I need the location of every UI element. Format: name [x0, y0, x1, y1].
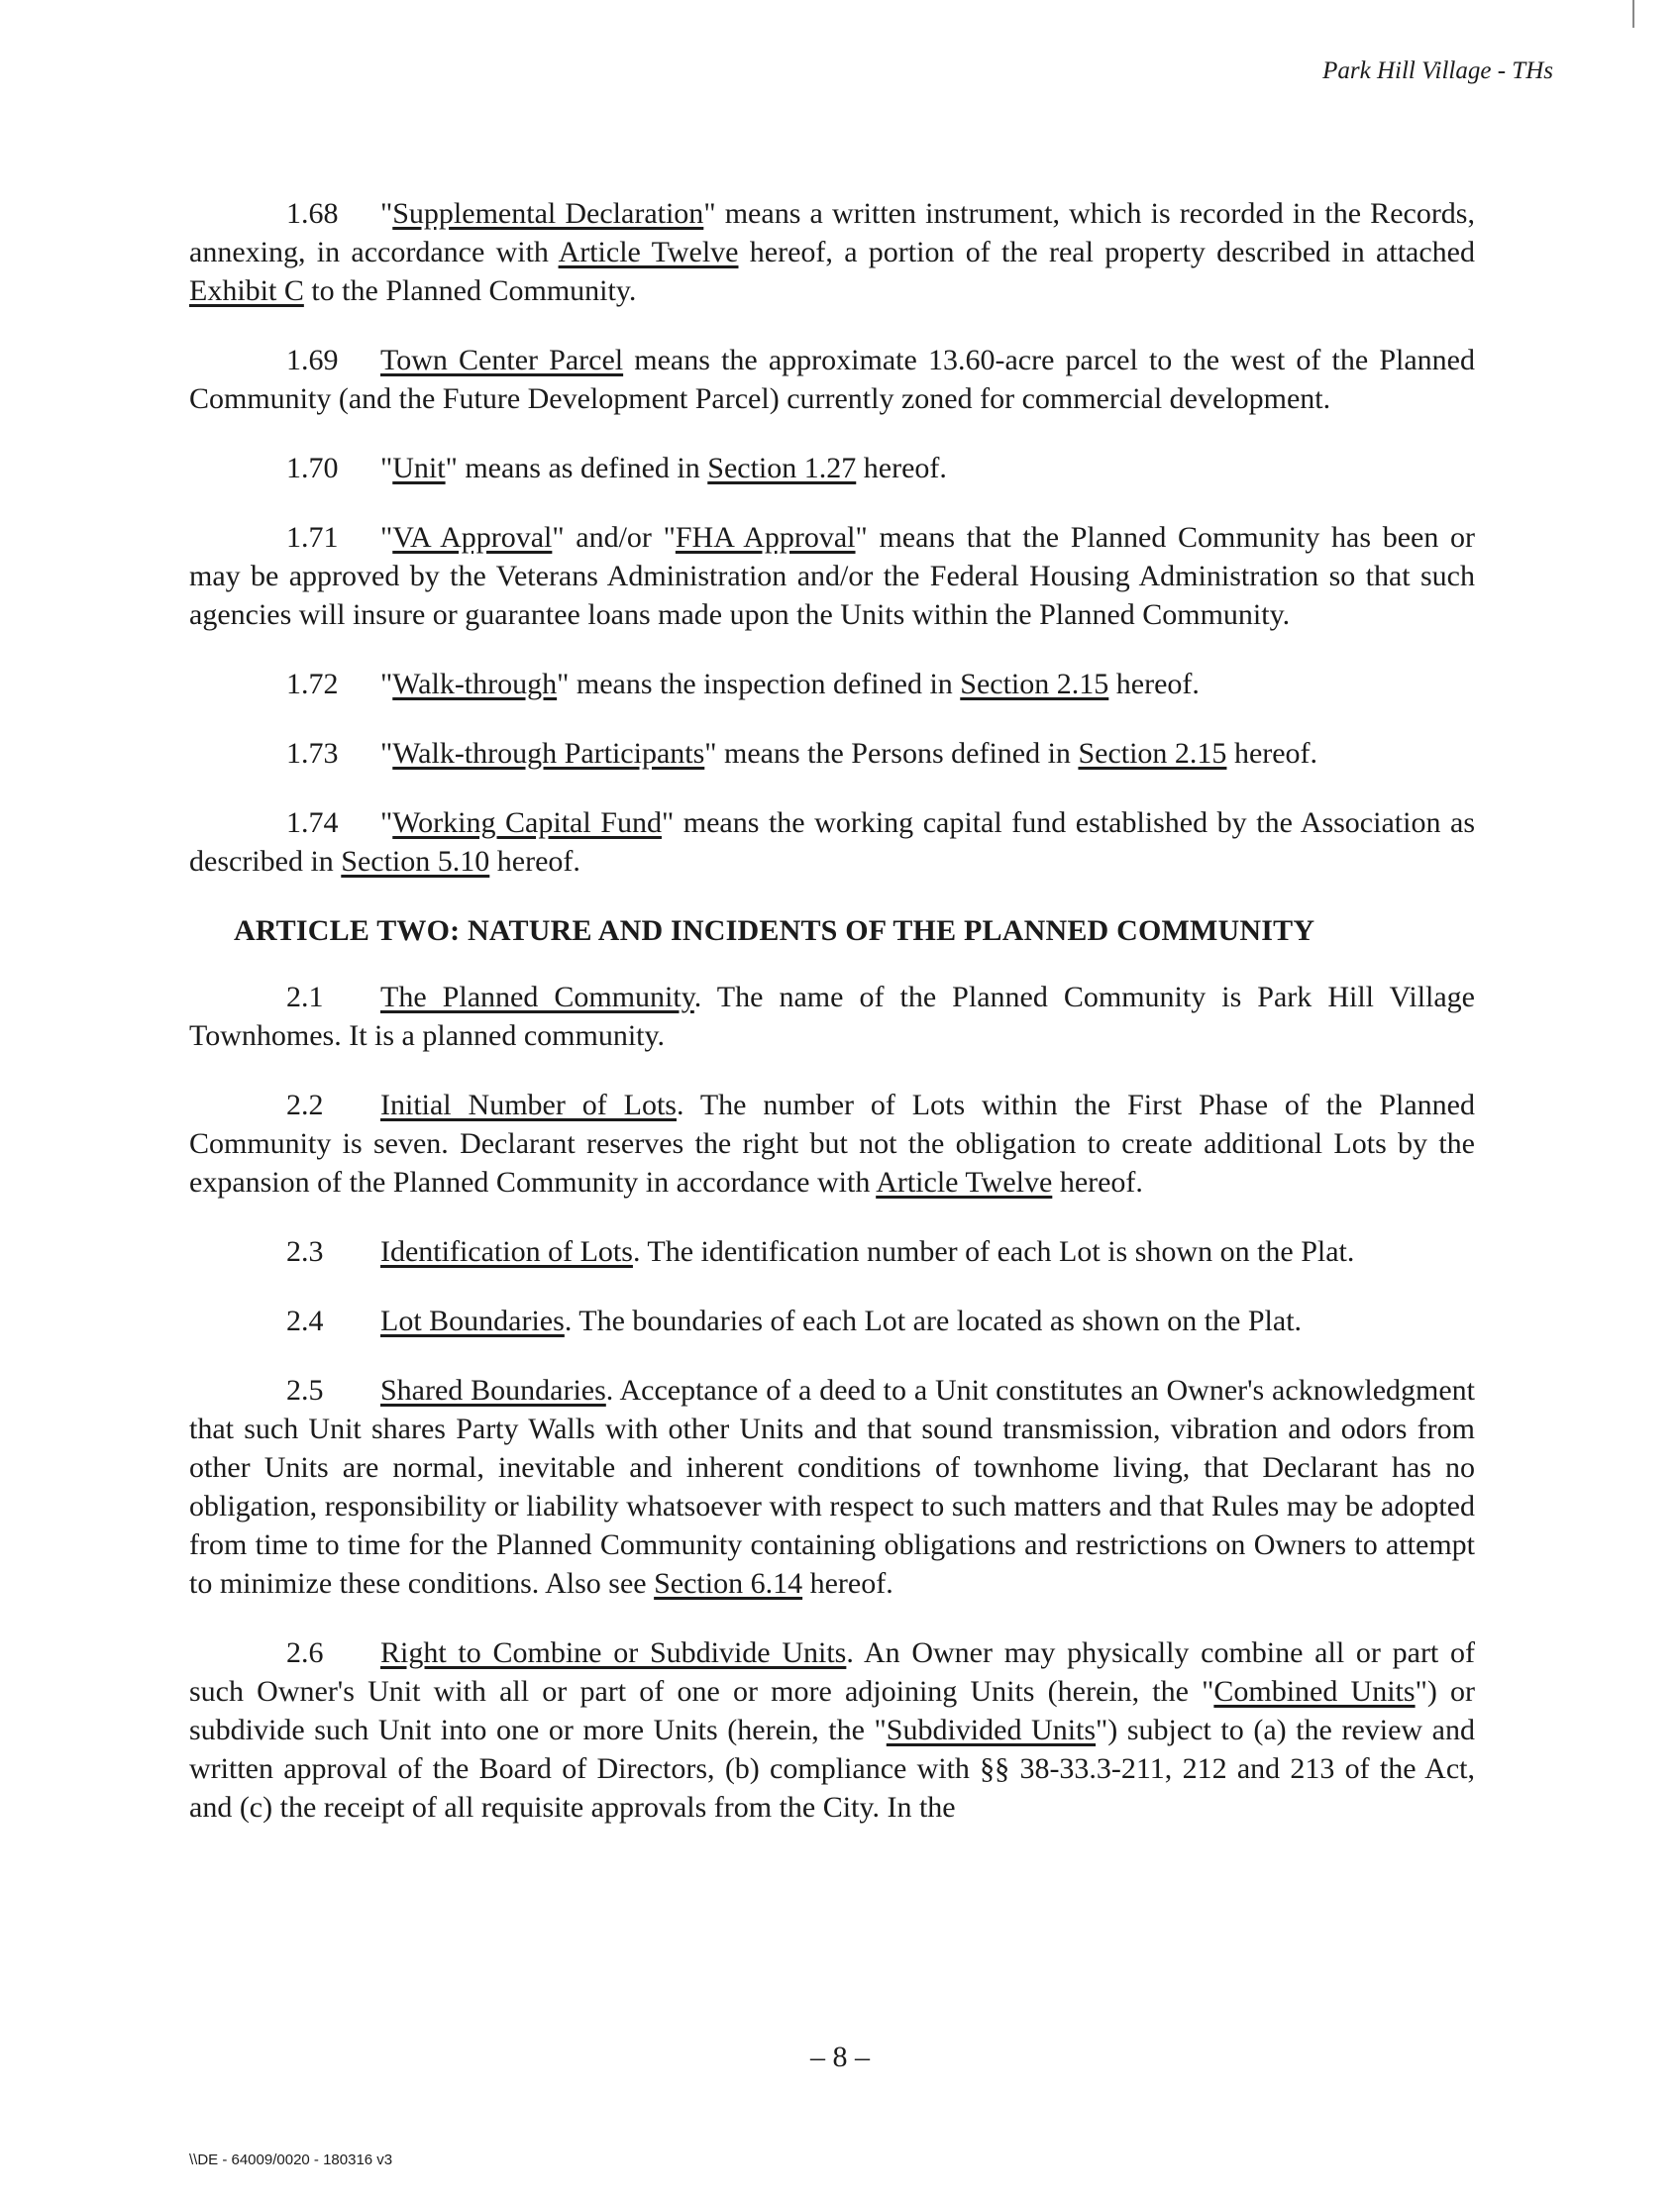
text-run: hereof. [1108, 668, 1200, 700]
text-run: hereof. [1226, 737, 1318, 770]
section-1-71 [189, 518, 1475, 634]
section-number: 2.2 [286, 1089, 324, 1121]
section-1-69 [189, 341, 1475, 418]
text-run: hereof. [489, 845, 580, 878]
text-run: means the approximate 13.60-acre parcel to the west of the Planned Community (and the Future Development Parcel) currently zoned for commercial development. [189, 344, 1475, 415]
section-2-3 [189, 1232, 1475, 1271]
defined-term: Working Capital Fund [392, 806, 662, 839]
defined-term: Right to Combine or Subdivide Units [380, 1636, 847, 1669]
section-1-72 [189, 665, 1475, 703]
text-run: hereof. [802, 1567, 893, 1600]
defined-term: Section 2.15 [1078, 737, 1227, 770]
defined-term: Combined Units [1213, 1675, 1416, 1708]
text-run: " means the inspection defined in [557, 668, 961, 700]
defined-term: Supplemental Declaration [392, 197, 704, 230]
text-run: to the Planned Community. [303, 274, 637, 307]
defined-term: Exhibit C [189, 274, 304, 307]
defined-term: Article Twelve [876, 1166, 1053, 1199]
text-run: ") subject to (a) the review and written approval of the Board of Directors, (b) compliance with §§ 38-33.3-211, 212 and 213 of the Act, and (c) the receipt of all requisite approvals from the City. In the [189, 1714, 1475, 1824]
text-run: " [380, 668, 393, 700]
defined-term: Article Twelve [558, 236, 739, 268]
text-run: . The identification number of each Lot is shown on the Plat. [632, 1235, 1355, 1268]
defined-term: The Planned Community [380, 981, 694, 1013]
defined-term: Town Center Parcel [380, 344, 624, 376]
text-run: hereof. [1052, 1166, 1143, 1199]
text-run: . An Owner may physically combine all or part of such Owner's Unit with all or part of one or more adjoining Units (herein, the " [189, 1636, 1475, 1708]
defined-term: Walk-through Participants [392, 737, 705, 770]
section-1-68 [189, 194, 1475, 310]
defined-term: Unit [392, 452, 446, 484]
section-number: 2.1 [286, 981, 324, 1013]
text-run: " means that the Planned Community has been or may be approved by the Veterans Administration and/or the Federal Housing Administration so that such agencies will insure or guarantee loans made upon the Units within the Planned Community. [189, 521, 1475, 631]
text-run: hereof, a portion of the real property described in attached [738, 236, 1475, 268]
section-2-1 [189, 978, 1475, 1055]
section-1-70 [189, 449, 1475, 487]
section-number: 1.70 [286, 452, 339, 484]
defined-term: Section 6.14 [654, 1567, 803, 1600]
running-header: Park Hill Village - THs [1322, 57, 1553, 84]
section-number: 1.69 [286, 344, 339, 376]
scan-edge-mark [1632, 0, 1634, 28]
text-run: " [380, 452, 393, 484]
defined-term: Section 5.10 [341, 845, 490, 878]
section-number: 1.71 [286, 521, 339, 554]
section-2-4 [189, 1302, 1475, 1340]
text-run: " [380, 737, 393, 770]
page-number: – 8 – [810, 2041, 870, 2073]
text-run: " [380, 521, 393, 554]
section-number: 2.4 [286, 1305, 324, 1337]
defined-term: FHA Approval [675, 521, 856, 554]
text-run: " means a written instrument, which is recorded in the Records, annexing, in accordance with [189, 197, 1475, 268]
text-run: ") or subdivide such Unit into one or more Units (herein, the " [189, 1675, 1475, 1746]
section-number: 1.72 [286, 668, 339, 700]
text-run: . The boundaries of each Lot are located as shown on the Plat. [564, 1305, 1303, 1337]
section-1-73 [189, 734, 1475, 773]
defined-term: Subdivided Units [886, 1714, 1097, 1746]
section-number: 2.3 [286, 1235, 324, 1268]
defined-term: Shared Boundaries [380, 1374, 606, 1407]
section-2-6 [189, 1633, 1475, 1827]
defined-term: VA Approval [392, 521, 553, 554]
article-heading: ARTICLE TWO: NATURE AND INCIDENTS OF THE PLANNED COMMUNITY [234, 914, 1315, 947]
text-run: " [380, 197, 393, 230]
section-number: 2.6 [286, 1636, 324, 1669]
text-run: " [380, 806, 393, 839]
defined-term: Lot Boundaries [380, 1305, 565, 1337]
section-number: 1.74 [286, 806, 339, 839]
defined-term: Initial Number of Lots [380, 1089, 677, 1121]
defined-term: Section 1.27 [707, 452, 857, 484]
section-number: 1.73 [286, 737, 339, 770]
text-run: . Acceptance of a deed to a Unit constitutes an Owner's acknowledgment that such Unit shares Party Walls with other Units and that sound transmission, vibration and odors from other Units are normal, inevitable and inherent conditions of townhome living, that Declarant has no obligation, responsibility or liability whatsoever with respect to such matters and that Rules may be adopted from time to time for the Planned Community containing obligations and restrictions on Owners to attempt to minimize these conditions. Also see [189, 1374, 1475, 1600]
document-id-footer: \\DE - 64009/0020 - 180316 v3 [189, 2152, 393, 2168]
text-run: " means the working capital fund established by the Association as described in [189, 806, 1475, 878]
text-run: " means the Persons defined in [704, 737, 1079, 770]
text-run: hereof. [856, 452, 947, 484]
text-run: " and/or " [552, 521, 676, 554]
section-number: 2.5 [286, 1374, 324, 1407]
defined-term: Walk-through [392, 668, 558, 700]
section-1-74 [189, 803, 1475, 881]
defined-term: Section 2.15 [960, 668, 1109, 700]
section-number: 1.68 [286, 197, 339, 230]
text-run: . The name of the Planned Community is Park Hill Village Townhomes. It is a planned community. [189, 981, 1475, 1052]
section-2-2 [189, 1086, 1475, 1202]
document-body [189, 194, 1475, 1857]
section-2-5 [189, 1371, 1475, 1603]
text-run: . The number of Lots within the First Phase of the Planned Community is seven. Declarant reserves the right but not the obligation to create additional Lots by the expansion of the Planned Community in accordance with [189, 1089, 1476, 1199]
text-run: " means as defined in [445, 452, 708, 484]
defined-term: Identification of Lots [380, 1235, 633, 1268]
